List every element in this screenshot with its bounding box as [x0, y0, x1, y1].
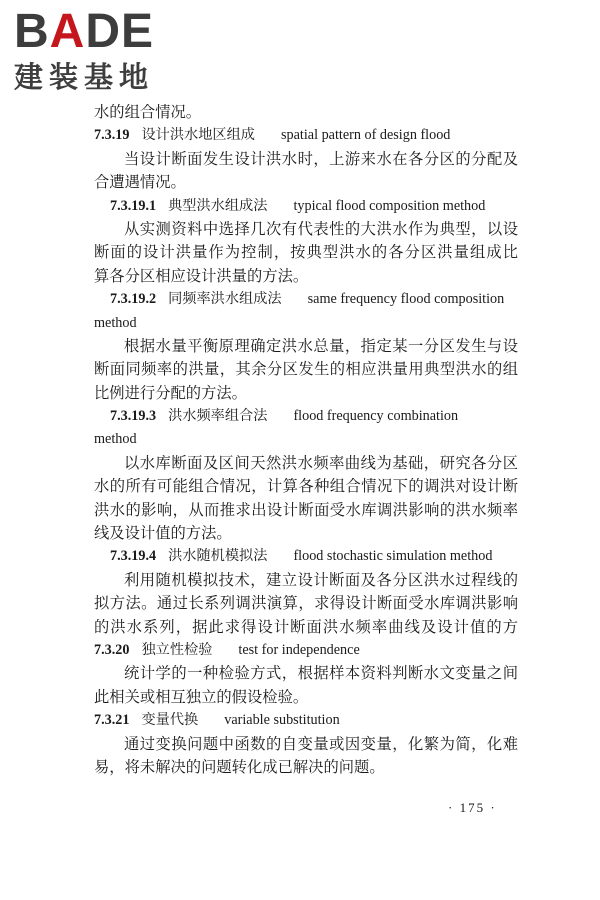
body-line: 断面同频率的洪量，其余分区发生的相应洪量用典型洪水的组 — [94, 360, 518, 379]
body-line: 比例进行分配的方法。 — [94, 383, 247, 402]
body-line: 水的组合情况。 — [94, 103, 202, 121]
body-line: 断面的设计洪量作为控制，按典型洪水的各分区洪量组成比 — [94, 243, 518, 262]
body-line: 洪水的影响，从而推求出设计断面受水库调洪影响的洪水频率 — [94, 500, 518, 519]
body-line: 利用随机模拟技术，建立设计断面及各分区洪水过程线的 — [124, 570, 518, 589]
term-heading-7-3-19-3: 7.3.19.3 洪水频率组合法 flood frequency combination — [110, 408, 459, 425]
body-line: 当设计断面发生设计洪水时，上游来水在各分区的分配及 — [124, 149, 518, 168]
term-heading-7-3-19-4: 7.3.19.4 洪水随机模拟法 flood stochastic simulation method — [110, 548, 493, 565]
body-line: 通过变换问题中函数的自变量或因变量，化繁为简，化难 — [124, 734, 518, 753]
logo-accent-letter: A — [49, 5, 86, 58]
logo-chinese: 建装基地 — [14, 60, 155, 94]
logo-latin: BADE — [14, 5, 155, 58]
body-line: 水的所有可能组合情况，计算各种组合情况下的调洪对设计断 — [94, 477, 518, 496]
term-heading-7-3-21: 7.3.21 变量代换 variable substitution — [94, 712, 340, 729]
body-line: method — [94, 314, 137, 331]
body-line: 的洪水系列，据此求得设计断面洪水频率曲线及设计值的方 — [94, 617, 518, 636]
body-line: 从实测资料中选择几次有代表性的大洪水作为典型，以设 — [124, 219, 518, 238]
term-heading-7-3-20: 7.3.20 独立性检验 test for independence — [94, 641, 360, 658]
page-body — [94, 101, 518, 779]
body-line: 合遭遇情况。 — [94, 173, 186, 192]
page-number: · 175 · — [448, 800, 497, 815]
bade-logo — [14, 6, 184, 94]
body-line: 算各分区相应设计洪量的方法。 — [94, 266, 309, 285]
body-line: 易，将未解决的问题转化成已解决的问题。 — [94, 757, 385, 776]
term-heading-7-3-19-2: 7.3.19.2 同频率洪水组成法 same frequency flood composition — [110, 291, 505, 308]
term-heading-7-3-19: 7.3.19 设计洪水地区组成 spatial pattern of design flood — [94, 127, 451, 144]
body-line: 统计学的一种检验方式，根据样本资料判断水文变量之间 — [124, 664, 518, 683]
body-line: 根据水量平衡原理确定洪水总量，指定某一分区发生与设 — [124, 336, 518, 355]
body-line: 以水库断面及区间天然洪水频率曲线为基础，研究各分区 — [124, 453, 518, 472]
body-line: 线及设计值的方法。 — [94, 524, 232, 543]
term-heading-7-3-19-1: 7.3.19.1 典型洪水组成法 typical flood composition method — [110, 197, 486, 214]
body-line: 拟方法。通过长系列调洪演算，求得设计断面受水库调洪影响 — [94, 594, 518, 613]
body-line: method — [94, 431, 137, 448]
body-line: 此相关或相互独立的假设检验。 — [94, 687, 309, 706]
